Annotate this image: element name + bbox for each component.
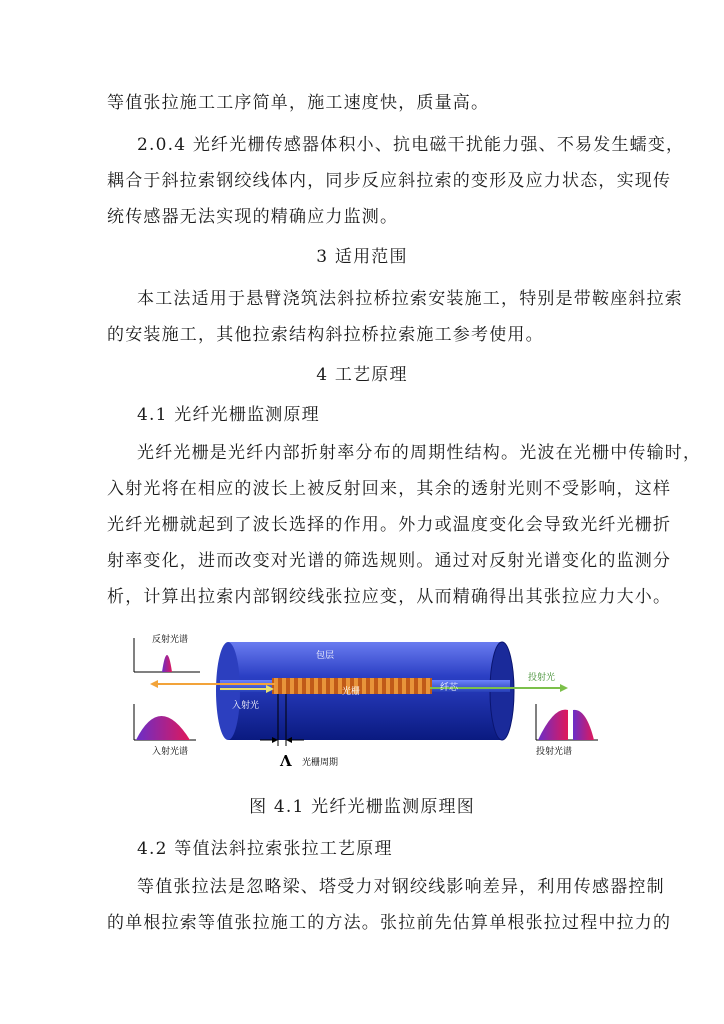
transmit-light-label: 投射光 xyxy=(528,673,556,683)
section-heading: 3 适用范围 xyxy=(316,247,408,267)
subsection-heading: 4.2 等值法斜拉索张拉工艺原理 xyxy=(137,839,393,859)
paragraph-line: 的单根拉索等值张拉施工的方法。张拉前先估算单根张拉过程中拉力的 xyxy=(107,913,672,933)
grating-period-label: 光栅周期 xyxy=(302,758,339,768)
paragraph-line: 光纤光栅就起到了波长选择的作用。外力或温度变化会导致光纤光栅折 xyxy=(107,515,672,535)
cladding-label: 包层 xyxy=(316,651,335,661)
paragraph-line: 光纤光栅是光纤内部折射率分布的周期性结构。光波在光栅中传输时， xyxy=(137,443,702,463)
paragraph-line: 统传感器无法实现的精确应力监测。 xyxy=(107,207,399,227)
reflect-spectrum-label: 反射光谱 xyxy=(152,635,189,645)
paragraph-line: 等值张拉法是忽略梁、塔受力对钢绞线影响差异，利用传感器控制 xyxy=(137,877,665,897)
section-heading: 4 工艺原理 xyxy=(316,365,408,385)
transmit-spectrum-label: 投射光谱 xyxy=(536,747,573,757)
incident-light-label: 入射光 xyxy=(232,701,260,711)
paragraph-line: 的安装施工，其他拉索结构斜拉桥拉索施工参考使用。 xyxy=(107,325,544,345)
subsection-heading: 4.1 光纤光栅监测原理 xyxy=(137,405,320,425)
incident-spectrum-plot xyxy=(134,704,196,740)
paragraph-line: 射率变化，进而改变对光谱的筛选规则。通过对反射光谱变化的监测分 xyxy=(107,551,672,571)
paragraph-line: 2.0.4 光纤光栅传感器体积小、抗电磁干扰能力强、不易发生蠕变， xyxy=(137,135,685,155)
paragraph-line: 入射光将在相应的波长上被反射回来，其余的透射光则不受影响，这样 xyxy=(107,479,672,499)
fiber-grating-diagram xyxy=(120,628,610,776)
figure-caption: 图 4.1 光纤光栅监测原理图 xyxy=(249,797,475,817)
reflect-light-label: 反射光 xyxy=(178,674,206,684)
paragraph-line: 等值张拉施工工序简单，施工速度快，质量高。 xyxy=(107,93,490,113)
transmit-spectrum-plot xyxy=(536,704,598,740)
paragraph-line: 析，计算出拉索内部钢绞线张拉应变，从而精确得出其张拉应力大小。 xyxy=(107,587,672,607)
grating-label: 光栅 xyxy=(342,687,361,697)
incident-spectrum-label: 入射光谱 xyxy=(152,747,189,757)
paragraph-line: 本工法适用于悬臂浇筑法斜拉桥拉索安装施工，特别是带鞍座斜拉索 xyxy=(137,289,683,309)
lambda-symbol: Λ xyxy=(280,752,292,770)
core-label: 纤芯 xyxy=(440,683,459,693)
paragraph-line: 耦合于斜拉索钢绞线体内，同步反应斜拉索的变形及应力状态，实现传 xyxy=(107,171,672,191)
